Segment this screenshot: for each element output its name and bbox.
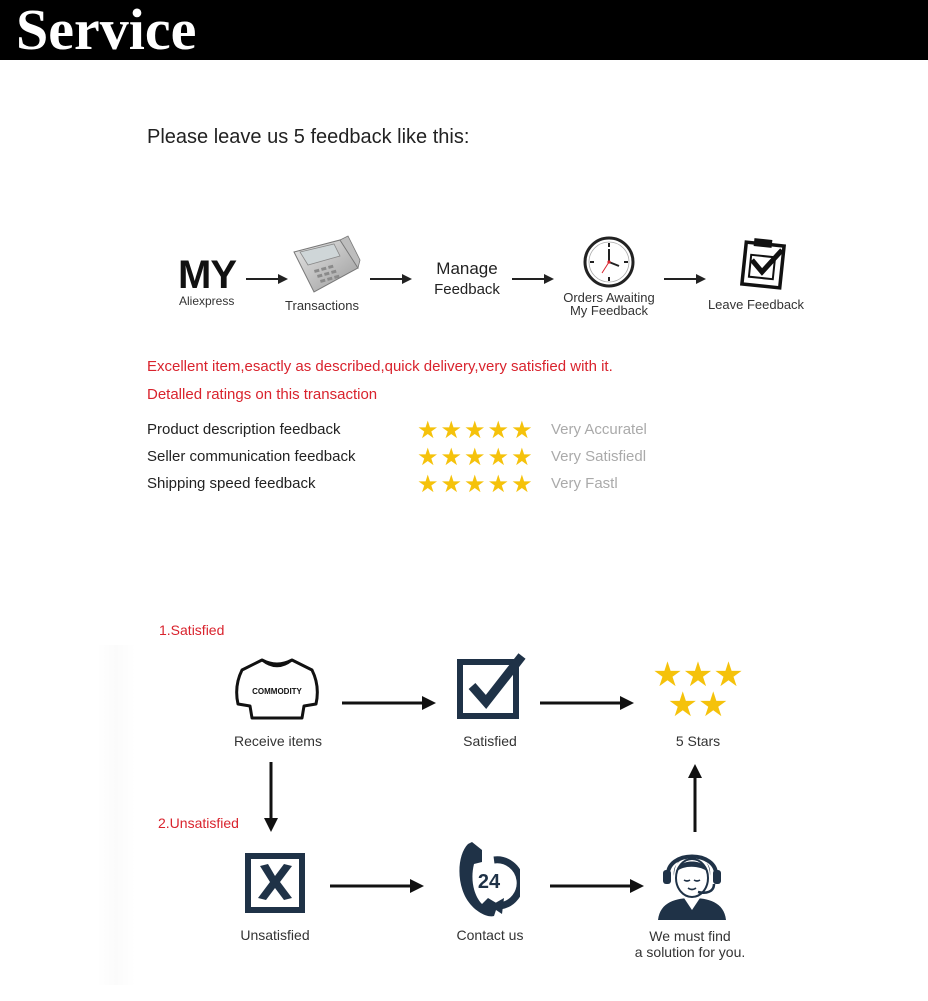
background-shade xyxy=(96,645,136,985)
clock-icon xyxy=(583,236,635,288)
clipboard-check-icon xyxy=(738,236,790,290)
unsatisfied-label: Unsatisfied xyxy=(240,927,310,943)
rating-desc-product: Very Accuratel xyxy=(551,421,647,438)
manage-label-line1: Manage xyxy=(436,259,498,278)
phone-24h-icon xyxy=(454,840,520,920)
checkbox-checked-icon xyxy=(456,652,530,720)
unsatisfied-heading: 2.Unsatisfied xyxy=(158,815,239,831)
manage-label-line2: Feedback xyxy=(434,281,500,298)
support-number-text: 24 xyxy=(477,871,501,893)
rating-label-shipping: Shipping speed feedback xyxy=(147,475,316,492)
rating-desc-shipping: Very Fastl xyxy=(551,475,618,492)
solution-label-line1: We must find xyxy=(649,928,731,944)
arrow-right-icon xyxy=(512,272,554,286)
solution-label-line2: a solution for you. xyxy=(634,944,746,960)
satisfied-heading: 1.Satisfied xyxy=(159,622,225,638)
rating-label-communication: Seller communication feedback xyxy=(147,448,356,465)
arrow-right-icon xyxy=(540,694,634,712)
arrow-right-icon xyxy=(370,272,412,286)
star-rating-communication: ★★★★★ xyxy=(417,444,535,471)
arrow-right-icon xyxy=(330,877,424,895)
five-stars-label: 5 Stars xyxy=(675,733,721,749)
orders-awaiting-label-line2: My Feedback xyxy=(569,303,649,318)
satisfied-label: Satisfied xyxy=(463,733,517,749)
arrow-right-icon xyxy=(246,272,288,286)
details-heading: Detalled ratings on this transaction xyxy=(147,386,378,403)
leave-feedback-label: Leave Feedback xyxy=(707,297,805,312)
receive-items-label: Receive items xyxy=(234,733,322,749)
arrow-right-icon xyxy=(550,877,644,895)
header-bar xyxy=(0,0,928,60)
arrow-down-icon xyxy=(262,762,280,832)
intro-text: Please leave us 5 feedback like this: xyxy=(147,126,470,148)
arrow-right-icon xyxy=(664,272,706,286)
rating-desc-communication: Very Satisfiedl xyxy=(551,448,647,465)
my-logo-text: MY xyxy=(178,253,236,297)
aliexpress-label: Aliexpress xyxy=(179,294,235,308)
tshirt-icon xyxy=(232,656,322,722)
arrow-right-icon xyxy=(342,694,436,712)
star-rating-shipping: ★★★★★ xyxy=(417,471,535,498)
arrow-up-icon xyxy=(686,764,704,832)
page-title: Service xyxy=(16,0,197,62)
rating-label-product: Product description feedback xyxy=(147,421,341,438)
contact-us-label: Contact us xyxy=(456,927,524,943)
star-rating-product: ★★★★★ xyxy=(417,417,535,444)
checkbox-x-icon xyxy=(244,852,308,914)
transactions-label: Transactions xyxy=(285,298,359,313)
feedback-comment: Excellent item,esactly as described,quick delivery,very satisfied with it. xyxy=(147,358,613,375)
commodity-text: COMMODITY xyxy=(252,687,302,696)
orders-awaiting-label-line1: Orders Awaiting xyxy=(563,290,655,305)
five-stars-icon: ★★★ ★★ xyxy=(652,656,744,724)
pos-terminal-icon xyxy=(290,234,362,298)
support-agent-icon xyxy=(654,840,730,920)
